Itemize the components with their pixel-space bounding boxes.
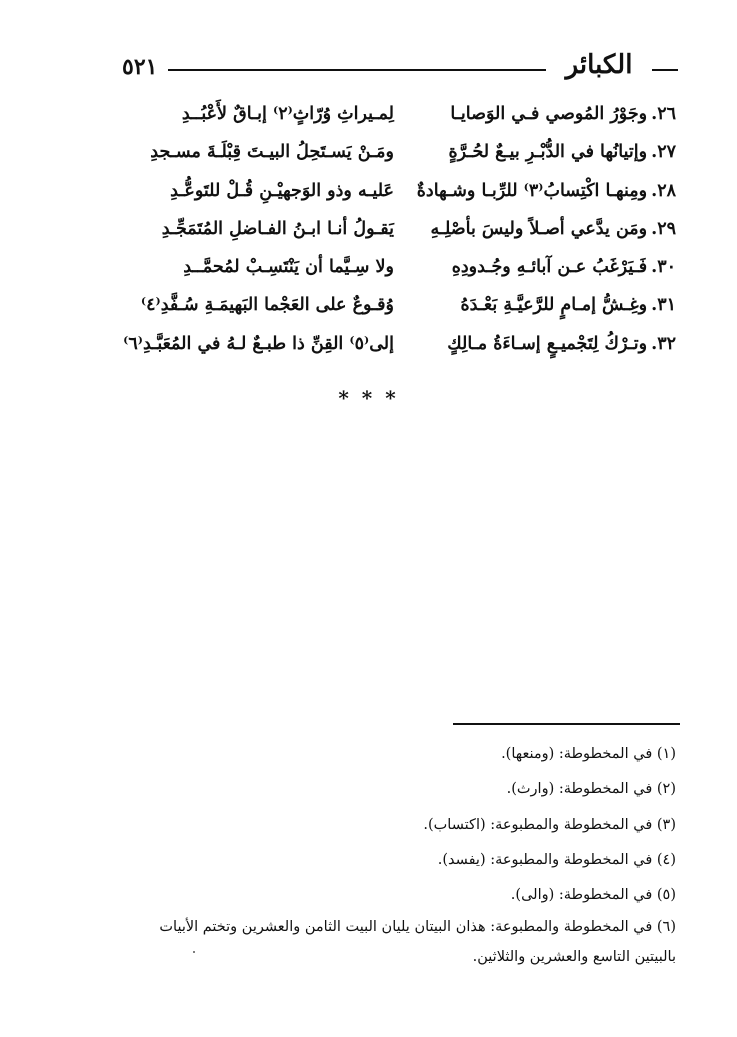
first-hemistich-text: وإتيانُها في الدُّبْـرِ بيـعٌ لحُـرَّةٍ [448,142,648,163]
first-hemistich [412,334,676,354]
first-hemistich [412,295,676,315]
print-speck [193,951,195,953]
second-hemistich: عَليـه وذو الوَجهيْـنِ قُـلْ للتَوعُّـدِ [170,180,394,201]
second-hemistich: إلى⁽٥⁾ القِنِّ ذا طبـعٌ لـهُ في المُعَبَّـدِ⁽٦⁾ [123,333,394,354]
footnote-5: (٥) في المخطوطة: (والى). [510,887,676,904]
verse-number: ٣١. [651,295,676,316]
poem [114,100,676,368]
second-hemistich: لِمـيراثِ وُرّاثٍ⁽٢⁾ إبـاقٌ لأَعْبُــدِ [181,104,394,124]
footnote-4: (٤) في المخطوطة والمطبوعة: (يفسد). [437,851,676,868]
verse-number: ٢٩. [651,218,676,239]
verse-31 [114,291,676,329]
header-rule-right [652,69,678,71]
verse-number: ٣٠. [651,257,676,278]
second-hemistich: ومَـنْ يَسـتَحِلُ البيـتَ قِبْلَـةَ مسـجدِ [150,142,394,163]
first-hemistich [412,142,676,162]
first-hemistich-text: وغِـشُّ إمـامٍ للرَّعيَّـةِ بَعْـدَهُ [460,295,648,316]
footnote-6: (٦) في المخطوطة والمطبوعة: هذان البيتان يليان البيت الثامن والعشرين وتختم الأبيات بالبيتين التاسع والعشرين والثلاثين. [159,919,676,966]
first-hemistich [412,257,676,277]
verse-number: ٣٢. [651,333,676,354]
verse-26 [114,100,676,138]
verse-number: ٢٧. [651,142,676,163]
verse-number: ٢٨. [651,180,676,201]
header-rule [168,69,546,71]
second-hemistich: ولا سِـيَّما أن يَنْتَسِـبْ لمُحمَّــدِ [183,257,394,278]
first-hemistich [412,104,676,124]
first-hemistich [412,219,676,239]
section-end-asterisks: * * * [338,386,399,410]
footnote-3: (٣) في المخطوطة والمطبوعة: (اكتساب). [423,816,676,833]
footnote-rule [453,723,680,725]
verse-30 [114,253,676,291]
verse-29 [114,215,676,253]
verse-28 [114,177,676,215]
first-hemistich-text: ومِنهـا اكْتِسابُ⁽٣⁾ للرِّبـا وشـهادةٌ [416,180,648,201]
first-hemistich-text: وتـرْكُ لِتَجْميـعٍ إسـاءَةُ مـالِكٍ [447,333,648,354]
verse-32 [114,330,676,368]
footnote-1: (١) في المخطوطة: (ومنعها). [501,746,676,762]
page-header [112,52,678,86]
footnote-2: (٢) في المخطوطة: (وارث). [506,781,676,798]
second-hemistich: يَقـولُ أنـا ابـنُ الفـاضلِ المُتَمَجِّـدِ [161,218,394,239]
first-hemistich [412,181,676,201]
second-hemistich: وُقـوعٌ على العَجْما البَهيمَـةِ سُـفَّدِ⁽٤⁾ [140,295,394,316]
running-title: الكبائر [565,50,633,80]
first-hemistich-text: وجَوْرُ المُوصي فـي الوَصايـا [450,104,648,124]
verse-number: ٢٦. [651,104,676,124]
page-number: ٥٢١ [122,54,158,80]
first-hemistich-text: ومَن يدَّعي أصـلاً وليسَ بأصْلِـهِ [430,218,648,239]
verse-27 [114,138,676,176]
footnotes [114,744,676,988]
first-hemistich-text: فَـيَرْغَبُ عـن آبائـهِ وجُـدودِهِ [451,257,648,278]
